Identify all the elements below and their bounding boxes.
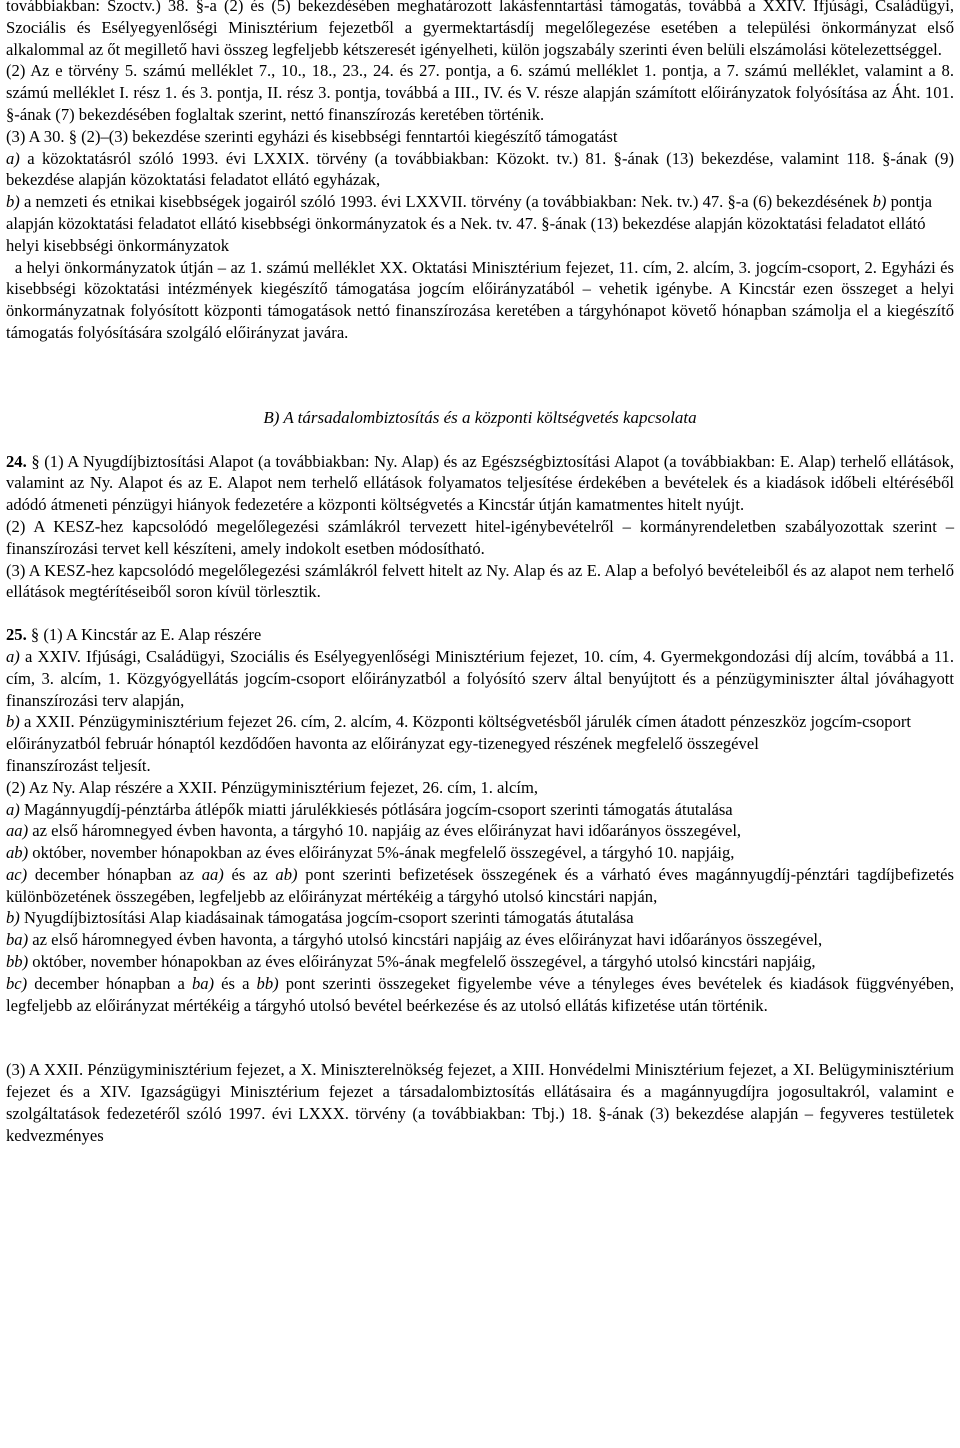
point-text: december hónapban az <box>27 864 202 884</box>
paragraph-25-2-aa <box>6 820 954 842</box>
paragraph-25-2-bc <box>6 973 954 1017</box>
point-text: a közoktatásról szóló 1993. évi LXXIX. törvény (a továbbiakban: Közokt. tv.) 81. §-ának (13) bekezdése, valamint 118. §-ának (9) bekezdése alapján közoktatási feladatot ellátó egyházak, <box>6 148 954 190</box>
paragraph-intro: továbbiakban: Szoctv.) 38. §-a (2) és (5) bekezdésében meghatározott lakásfenntartási támogatás, továbbá a XXIV. Ifjúsági, Családügyi, Szociális és Esélyegyenlőségi Minisztérium fejezetből a gyermektartásdíj megelőlegezése esetében a települési önkormányzat első alkalommal az őt megillető havi összeg legfeljebb kétszeresét igényelheti, külön jogszabály szerinti éven belüli elszámolási kötelezettséggel. <box>6 0 954 59</box>
section-heading: B) A társadalombiztosítás és a központi költségvetés kapcsolata <box>263 407 697 427</box>
point-text: az első háromnegyed évben havonta, a tárgyhó 10. napjáig az éves előirányzat havi időarányos összegével, <box>28 821 742 841</box>
point-reference: aa) <box>201 864 224 884</box>
point-label: b) <box>6 712 20 732</box>
point-text: a nemzeti és etnikai kisebbségek jogairól szóló 1993. évi LXXVII. törvény (a továbbiakban: Nek. tv.) 47. §-a (6) bekezdésének <box>19 192 873 212</box>
paragraph-text: § (1) A Nyugdíjbiztosítási Alapot (a továbbiakban: Ny. Alap) és az Egészségbiztosítási Alapot (a továbbiakban: E. Alap) terhelő ellátások, valamint az Ny. Alapot és az E. Alapot nem terhelő ellátások folyamatos teljesítése érdekében a bevételek és a kiadások időbeli eltéréséből adódó átmeneti pénzügyi hiányok fedezetére a központi költségvetés a Kincstár útján kamatmentes hitelt nyújt. <box>6 451 954 515</box>
paragraph-25-2: (2) Az Ny. Alap részére a XXII. Pénzügyminisztérium fejezet, 26. cím, 1. alcím, <box>6 777 539 797</box>
paragraph-point-a <box>6 148 954 192</box>
spacer <box>6 603 954 624</box>
paragraph-section-3: (3) A 30. § (2)–(3) bekezdése szerinti egyházi és kisebbségi fenntartói kiegészítő támogatást <box>6 126 618 146</box>
point-label: a) <box>6 148 20 168</box>
paragraph-25-2-b <box>6 907 954 929</box>
point-text: az első háromnegyed évben havonta, a tárgyhó utolsó kincstári napjáig az éves előirányzat havi időarányos összegével, <box>28 930 823 950</box>
paragraph-25-1-b <box>6 711 954 755</box>
paragraph-25-3: (3) A XXII. Pénzügyminisztérium fejezet, a X. Miniszterelnökség fejezet, a XIII. Honvédelmi Minisztérium fejezet, a XI. Belügyminisztérium fejezet és a XIV. Igazságügyi Minisztérium fejezet a társadalombiztosítás ellátásaira és a magánnyugdíjra jogosultakról, valamint e szolgáltatások fedezetéről szóló 1997. évi LXXX. törvény (a továbbiakban: Tbj.) 18. §-ának (3) bekezdése alapján – fegyveres testületek kedvezményes <box>6 1060 954 1145</box>
point-reference: bb) <box>256 973 279 993</box>
point-label: ba) <box>6 930 29 950</box>
point-text: a XXII. Pénzügyminisztérium fejezet 26. cím, 2. alcím, 4. Központi költségvetésből járulék címen átadott pénzeszköz jogcím-csoport előirányzatból február hónaptól kezdődően havonta az előirányzat egy-tizenegyed részének megfelelő összegével <box>6 712 912 754</box>
section-number: 25. <box>6 625 27 645</box>
point-label: b) <box>872 192 887 212</box>
paragraph-25-2-ba <box>6 929 954 951</box>
point-label: bb) <box>6 952 29 972</box>
point-label: ac) <box>6 864 28 884</box>
paragraph-25-2-a <box>6 799 954 821</box>
section-number: 24. <box>6 451 27 471</box>
point-text: és a <box>214 973 257 993</box>
point-reference: ab) <box>275 864 298 884</box>
point-reference: ba) <box>191 973 215 993</box>
point-label: ab) <box>6 843 29 863</box>
point-text: pont szerinti befizetések összegének és a várható éves magánnyugdíj-pénztári tagdíjbefizetés különbözetének összegében, legfeljebb az előirányzat mértékéig a tárgyhó utolsó kincstári napján, <box>6 864 955 906</box>
point-text: Nyugdíjbiztosítási Alap kiadásainak támogatása jogcím-csoport szerinti támogatás átutalása <box>19 908 634 928</box>
spacer <box>6 1016 954 1059</box>
point-text: pont szerinti összegeket figyelembe véve a tényleges éves bevételek és kiadások függvényében, legfeljebb az előirányzat mértékéig a tárgyhó utolsó bevétel beérkezése és az utolsó ellátás kifizetése után történik. <box>6 973 954 1015</box>
paragraph-24-1 <box>6 451 954 516</box>
paragraph-25-1 <box>6 624 954 646</box>
paragraph-24-3: (3) A KESZ-hez kapcsolódó megelőlegezési számlákról felvett hitelt az Ny. Alap és az E. Alap a befolyó bevételeiből és az alapot nem terhelő ellátások megtérítéseiből soron kívül törlesztik. <box>6 560 954 602</box>
paragraph-25-2-ab <box>6 842 954 864</box>
paragraph-25-2-ac <box>6 864 954 908</box>
paragraph-25-1-a <box>6 646 954 711</box>
paragraph-support-usage: a helyi önkormányzatok útján – az 1. számú melléklet XX. Oktatási Minisztérium fejezet, 11. cím, 2. alcím, 3. jogcím-csoport, 2. Egyházi és kisebbségi közoktatási intézmények kiegészítő támogatása jogcím előirányzatából – vehetik igénybe. A Kincstár ezen összeget a helyi önkormányzatnak folyósított központi támogatások nettó finanszírozása keretében a tárgyhónapot követő hónapban számolja el a kiegészítő támogatás folyósítására szolgáló előirányzat javára. <box>6 257 959 342</box>
document-page <box>6 0 959 1147</box>
point-text: október, november hónapokban az éves előirányzat 5%-ának megfelelő összegével, a tárgyhó utolsó kincstári napjáig, <box>28 952 816 972</box>
point-label: a) <box>6 646 20 666</box>
point-text: a XXIV. Ifjúsági, Családügyi, Szociális és Esélyegyenlőségi Minisztérium fejezet, 10. cím, 4. Gyermekgondozási díj alcím, továbbá a 11. cím, 3. alcím, 1. Közgyógyellátás jogcím-csoport előirányzatból a folyósító szerv által benyújtott és a pénzügyminiszter által jóváhagyott finanszírozási terv alapján, <box>6 646 954 710</box>
point-label: b) <box>6 908 20 928</box>
point-label: b) <box>6 192 20 212</box>
point-text: december hónapban a <box>27 973 192 993</box>
paragraph-section-2: (2) Az e törvény 5. számú melléklet 7., 10., 18., 23., 24. és 27. pontja, a 6. számú melléklet 1. pontja, a 7. számú melléklet, valamint a 8. számú melléklet I. rész 1. és 3. pontja, II. rész 3. pontja, továbbá a III., IV. és V. része alapján számított előirányzatok folyósítása az Áht. 101. §-ának (7) bekezdésében foglaltak szerint, nettó finanszírozás keretében történik. <box>6 61 954 124</box>
paragraph-text: § (1) A Kincstár az E. Alap részére <box>26 625 262 645</box>
paragraph-25-1-tail: finanszírozást teljesít. <box>6 755 151 775</box>
point-text: október, november hónapokban az éves előirányzat 5%-ának megfelelő összegével, a tárgyhó 10. napjáig, <box>28 843 735 863</box>
spacer <box>6 429 954 451</box>
point-text: Magánnyugdíj-pénztárba átlépők miatti járulékkiesés pótlására jogcím-csoport szerinti támogatás átutalása <box>19 799 733 819</box>
spacer <box>6 344 954 407</box>
paragraph-24-2: (2) A KESZ-hez kapcsolódó megelőlegezési számlákról tervezett hitel-igénybevételről – kormányrendeletben szabályozottak szerint – finanszírozási tervet kell készíteni, amely indokolt esetben módosítható. <box>6 516 954 558</box>
point-label: a) <box>6 799 20 819</box>
point-text: pontja alapján közoktatási feladatot ellátó kisebbségi önkormányzatok és a Nek. tv. 47. §-ának (13) bekezdése alapján közoktatási feladatot ellátó helyi kisebbségi önkormányzatok <box>6 192 933 255</box>
point-label: aa) <box>6 821 29 841</box>
paragraph-point-b <box>6 191 954 256</box>
point-text: és az <box>223 864 276 884</box>
point-label: bc) <box>6 973 28 993</box>
paragraph-25-2-bb <box>6 951 954 973</box>
